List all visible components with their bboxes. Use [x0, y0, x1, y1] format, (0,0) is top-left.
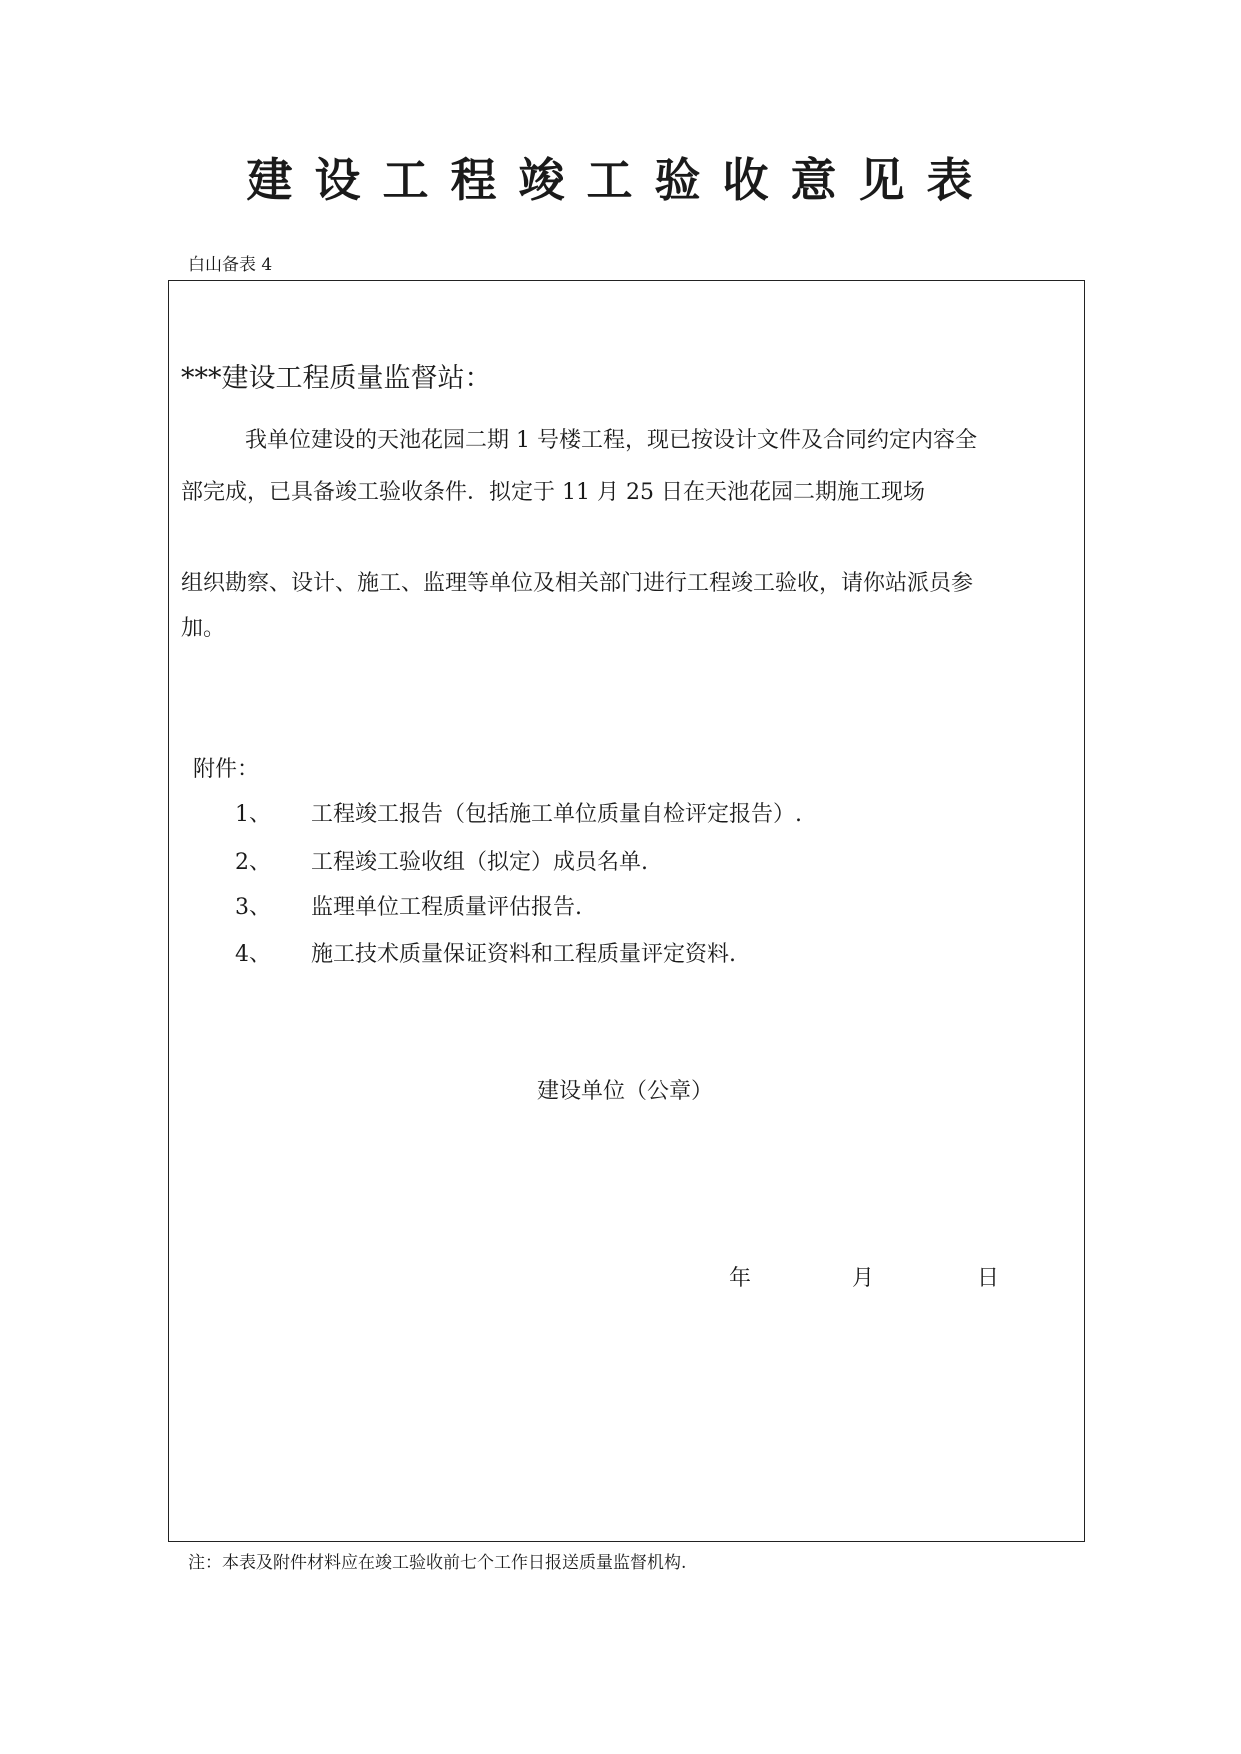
date-day-label: 日 [977, 1266, 1000, 1291]
form-frame [168, 280, 1085, 1542]
seal-label: 建设单位（公章） [537, 1079, 714, 1104]
attachment-number: 2、 [235, 850, 271, 875]
footnote: 注：本表及附件材料应在竣工验收前七个工作日报送质量监督机构. [188, 1553, 687, 1573]
attachment-item: 监理单位工程质量评估报告. [311, 895, 582, 920]
attachment-number: 4、 [235, 942, 271, 967]
attachment-number: 3、 [235, 895, 271, 920]
body-line-1: 我单位建设的天池花园二期 1 号楼工程，现已按设计文件及合同约定内容全 [245, 428, 977, 453]
attachment-item: 施工技术质量保证资料和工程质量评定资料. [311, 942, 736, 967]
date-year-label: 年 [729, 1266, 752, 1291]
date-month-label: 月 [852, 1266, 875, 1291]
body-line-2: 部完成，已具备竣工验收条件．拟定于 11 月 25 日在天池花园二期施工现场 [181, 480, 925, 505]
body-line-4: 加。 [181, 616, 226, 641]
addressee: ***建设工程质量监督站： [181, 363, 492, 394]
attachment-number: 1、 [235, 802, 271, 827]
attachments-title: 附件： [193, 757, 260, 782]
body-line-3: 组织勘察、设计、施工、监理等单位及相关部门进行工程竣工验收，请你站派员参 [181, 571, 974, 596]
document-title: 建设工程竣工验收意见表 [246, 153, 995, 207]
form-code: 白山备表 4 [188, 255, 273, 275]
attachment-item: 工程竣工报告（包括施工单位质量自检评定报告）. [311, 802, 802, 827]
attachment-item: 工程竣工验收组（拟定）成员名单. [311, 850, 648, 875]
